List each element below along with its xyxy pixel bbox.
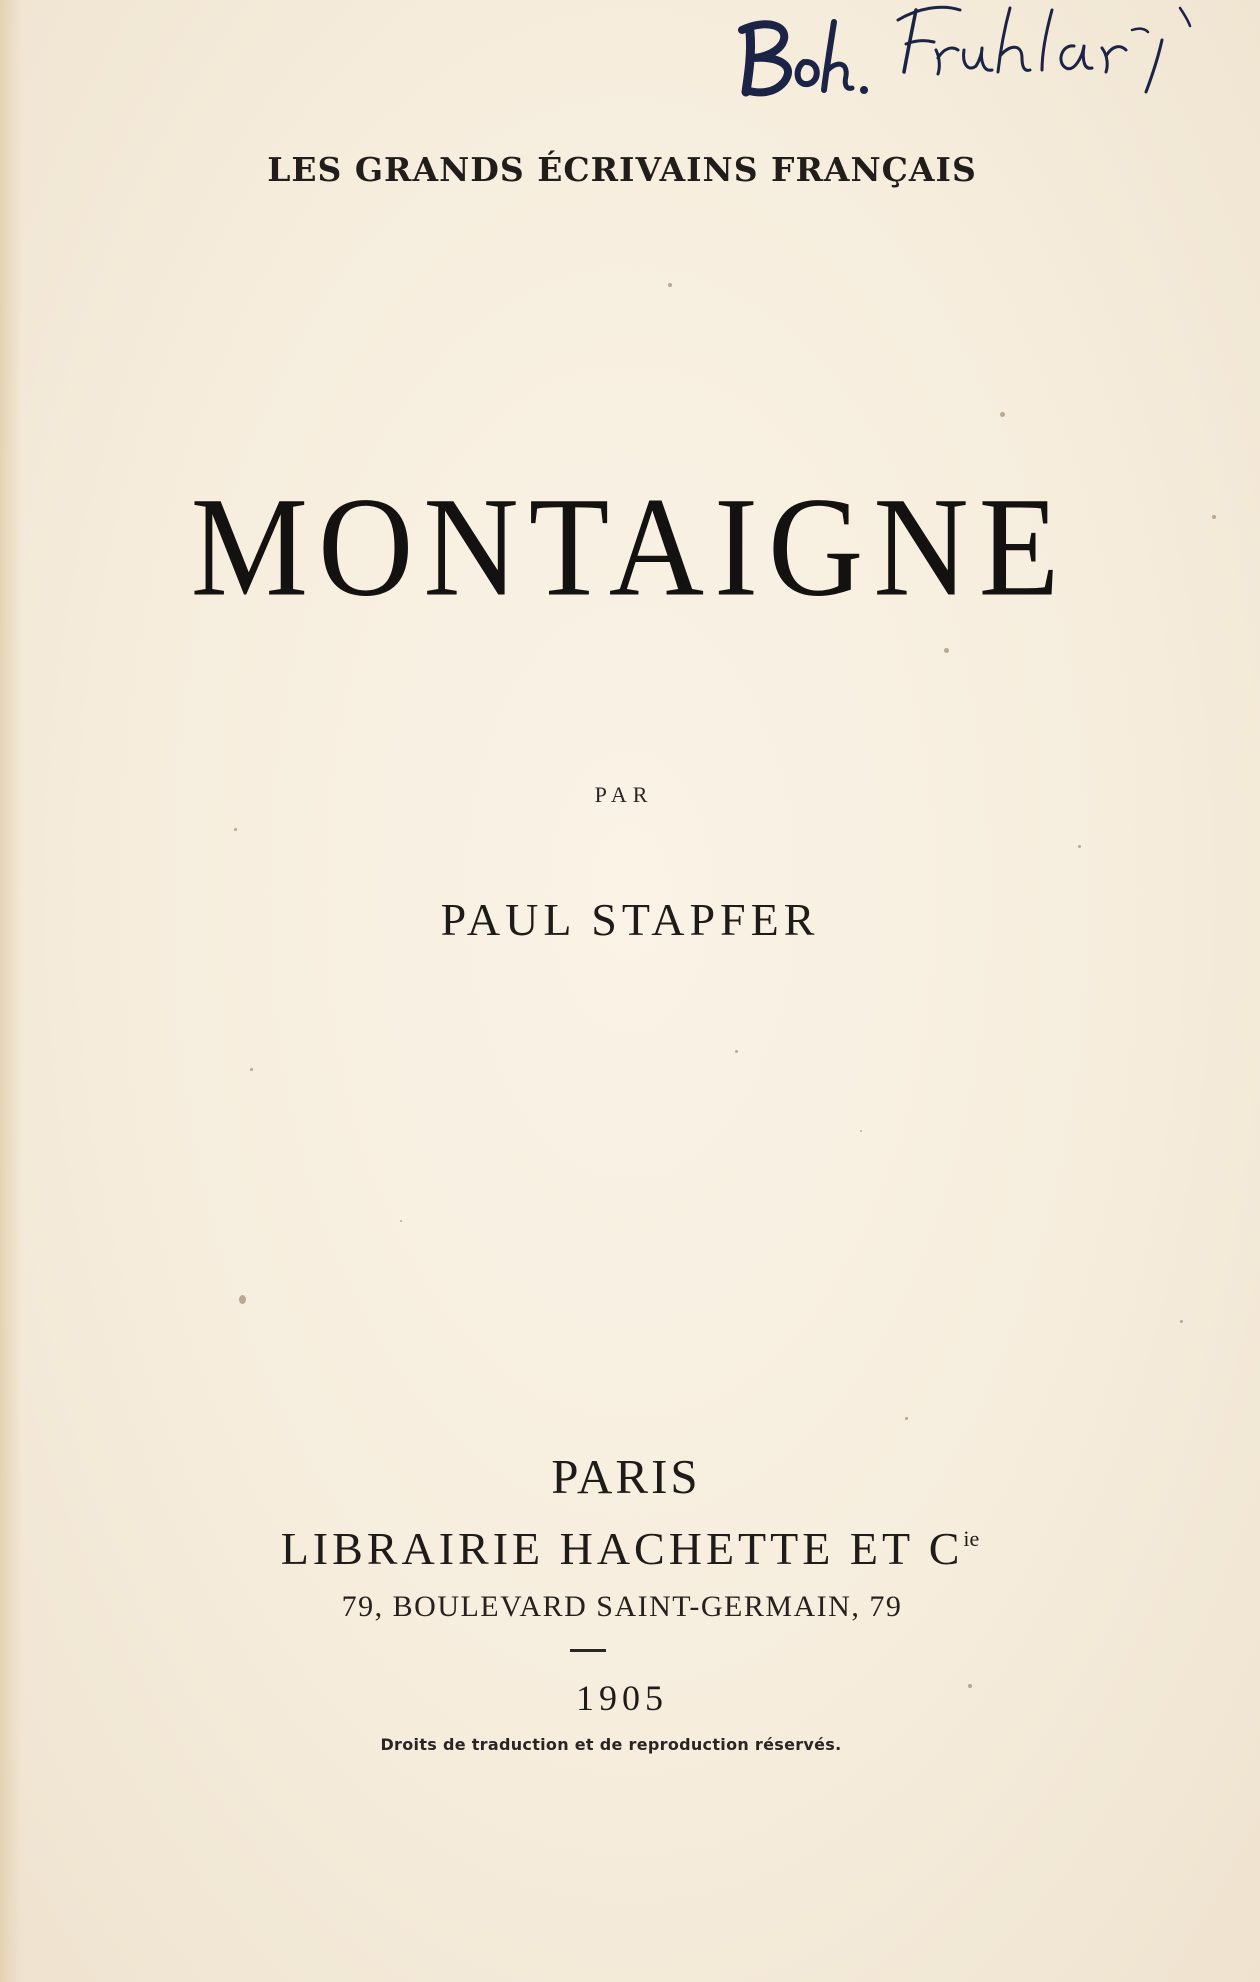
author-name: PAUL STAPFER xyxy=(440,894,820,945)
divider-rule xyxy=(570,1649,606,1652)
book-title: MONTAIGNE xyxy=(190,467,1070,626)
publisher-name xyxy=(0,1522,1260,1575)
series-title: LES GRANDS ÉCRIVAINS FRANÇAIS xyxy=(267,150,977,189)
publisher-suffix: ie xyxy=(963,1526,980,1551)
publication-city: PARIS xyxy=(551,1449,701,1504)
publisher-main: LIBRAIRIE HACHETTE ET C xyxy=(280,1523,964,1574)
handwritten-signature xyxy=(722,0,1232,110)
rights-notice: Droits de traduction et de reproduction réservés. xyxy=(380,1735,842,1754)
by-label: PAR xyxy=(594,782,654,807)
publication-year: 1905 xyxy=(576,1678,668,1718)
publisher-address: 79, BOULEVARD SAINT-GERMAIN, 79 xyxy=(341,1590,903,1623)
